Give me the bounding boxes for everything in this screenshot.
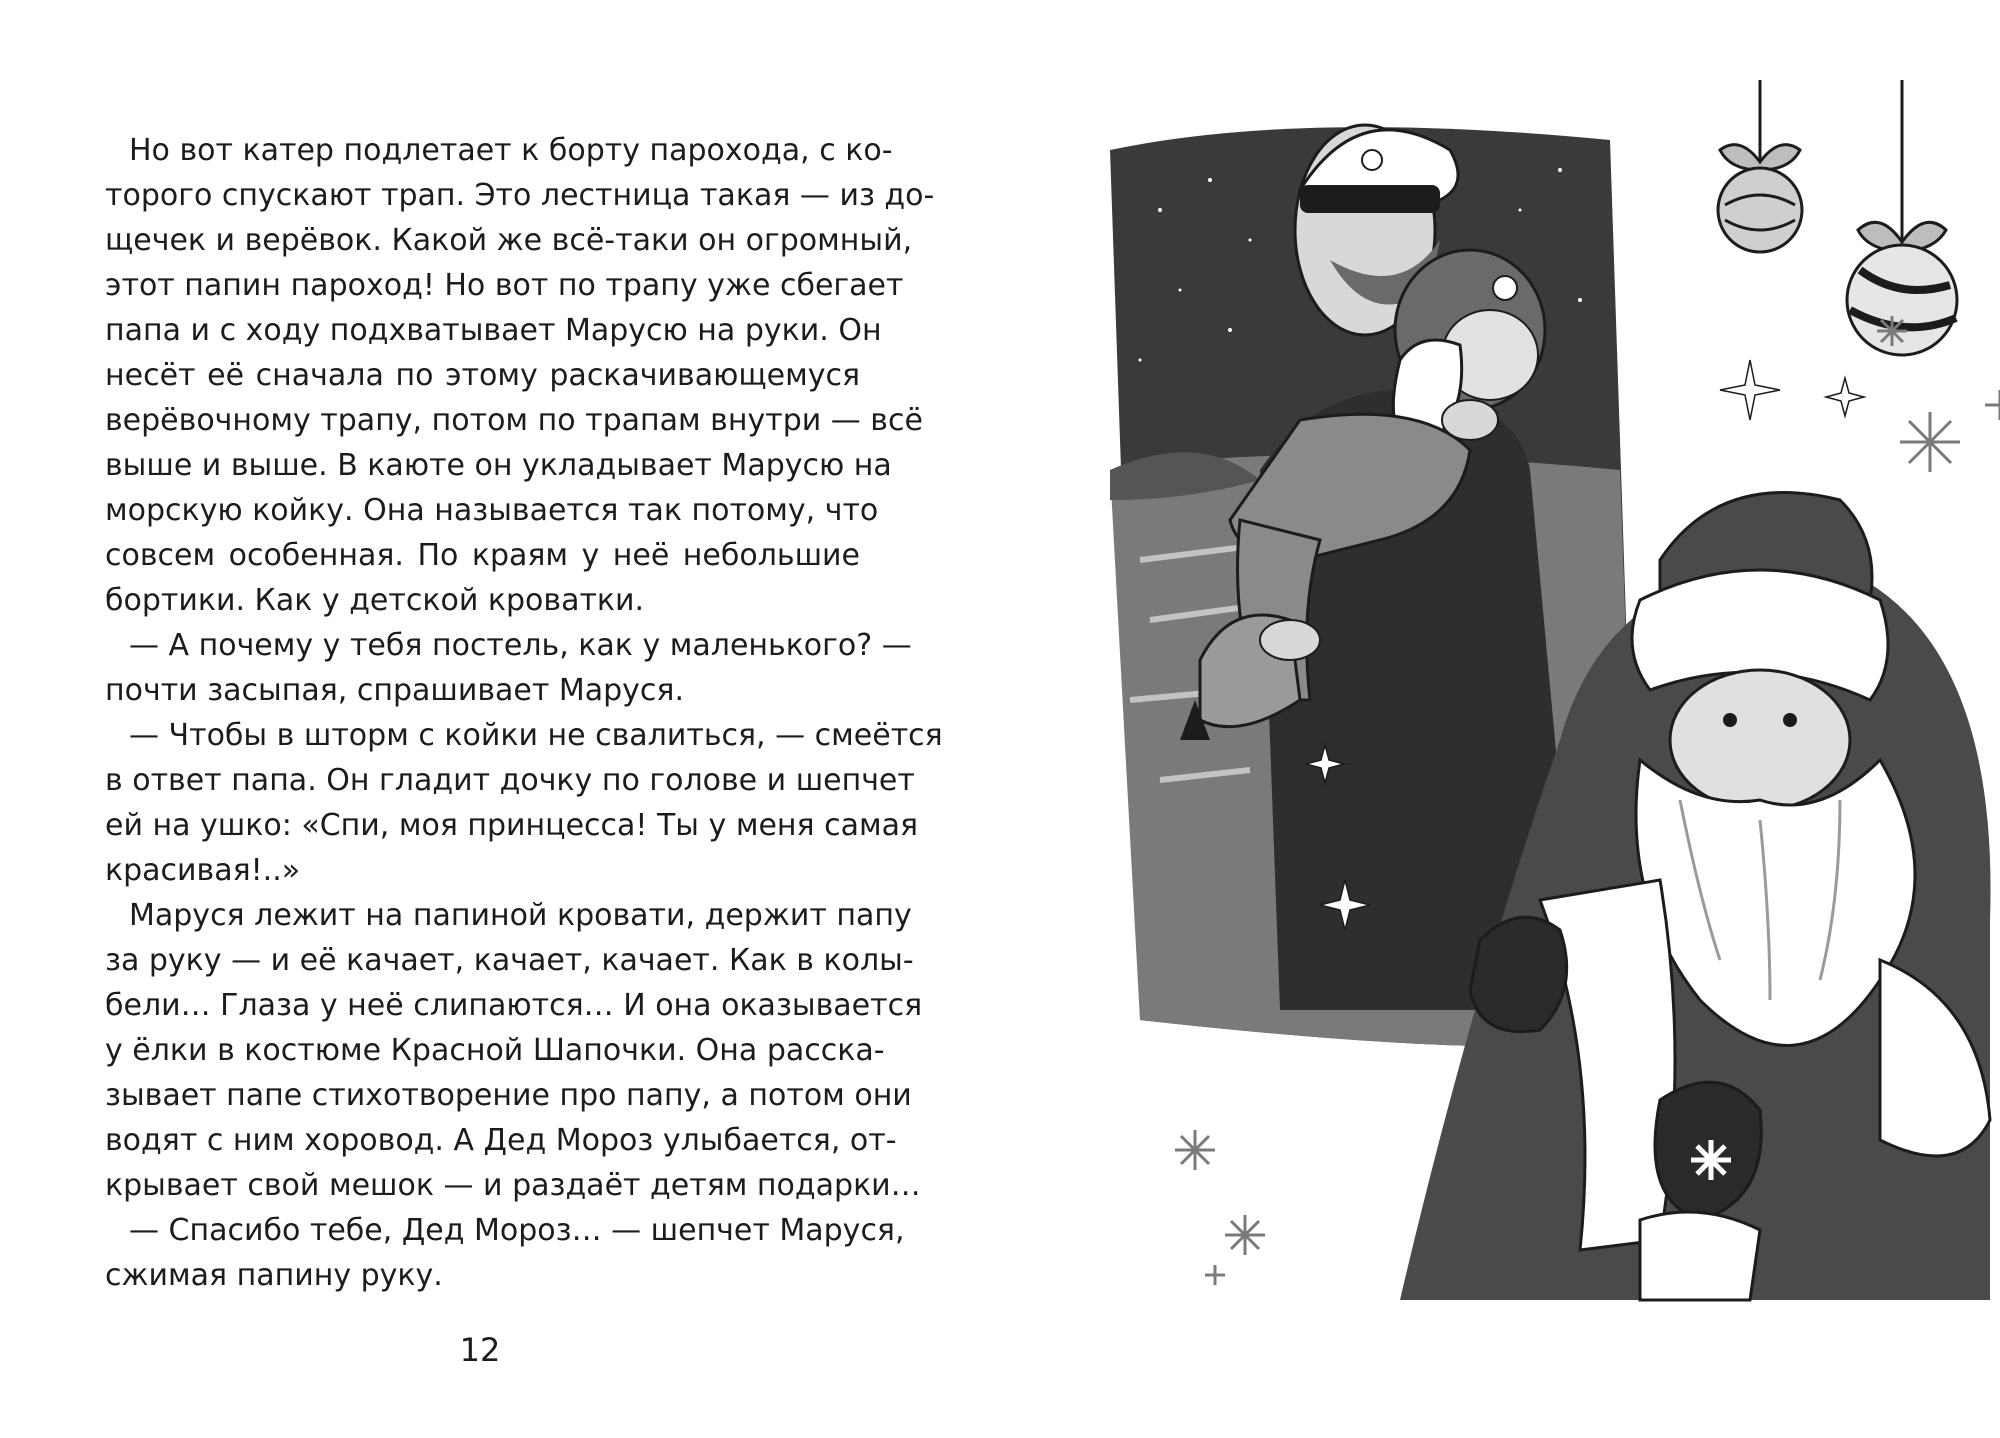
text-line: сжимая папину руку. bbox=[105, 1258, 443, 1293]
text-line: — Спасибо тебе, Дед Мороз… — шепчет Маруся, bbox=[129, 1213, 905, 1248]
text-line: за руку — и её качает, качает, качает. Как в колы- bbox=[105, 943, 914, 978]
text-line: морскую койку. Она называется так потому, что bbox=[105, 493, 879, 528]
right-page bbox=[1000, 0, 2000, 1438]
story-text bbox=[105, 128, 943, 1298]
snowflake-icon bbox=[1691, 1140, 1731, 1180]
text-line: красивая!..» bbox=[105, 853, 301, 888]
text-line: Маруся лежит на папиной кровати, держит папу bbox=[129, 898, 912, 933]
text-line: этот папин пароход! Но вот по трапу уже сбегает bbox=[105, 268, 904, 303]
text-line: совсем особенная. По краям у неё небольшие bbox=[105, 538, 860, 573]
text-line: щечек и верёвок. Какой же всё-таки он огромный, bbox=[105, 223, 913, 258]
text-line: почти засыпая, спрашивает Маруся. bbox=[105, 673, 684, 708]
text-line: несёт её сначала по этому раскачивающемуся bbox=[105, 358, 860, 393]
text-line: у ёлки в костюме Красной Шапочки. Она расска- bbox=[105, 1033, 885, 1068]
text-line: крывает свой мешок — и раздаёт детям подарки… bbox=[105, 1168, 921, 1203]
text-line: верёвочному трапу, потом по трапам внутри — всё bbox=[105, 403, 923, 438]
text-line: зывает папе стихотворение про папу, а потом они bbox=[105, 1078, 912, 1113]
text-line: в ответ папа. Он гладит дочку по голове и шепчет bbox=[105, 763, 915, 798]
illustration bbox=[1000, 0, 2000, 1438]
text-line: ей на ушко: «Спи, моя принцесса! Ты у меня самая bbox=[105, 808, 919, 843]
ornaments bbox=[1718, 80, 1957, 355]
ornament-ball-icon bbox=[1718, 145, 1802, 252]
text-line: бортики. Как у детской кроватки. bbox=[105, 583, 645, 618]
ornament-ball-icon bbox=[1847, 222, 1957, 355]
text-line: — А почему у тебя постель, как у маленького? — bbox=[129, 628, 912, 663]
text-line: торого спускают трап. Это лестница такая — из до- bbox=[105, 178, 935, 213]
text-line: Но вот катер подлетает к борту парохода, с ко- bbox=[129, 133, 893, 168]
text-line: папа и с ходу подхватывает Марусю на руки. Он bbox=[105, 313, 882, 348]
text-line: водят с ним хоровод. А Дед Мороз улыбается, от- bbox=[105, 1123, 897, 1158]
page-number: 12 bbox=[459, 1331, 501, 1369]
text-line: — Чтобы в шторм с койки не свалиться, — смеётся bbox=[129, 718, 943, 753]
text-line: выше и выше. В каюте он укладывает Марусю на bbox=[105, 448, 892, 483]
text-line: бели… Глаза у неё слипаются… И она оказывается bbox=[105, 988, 923, 1023]
